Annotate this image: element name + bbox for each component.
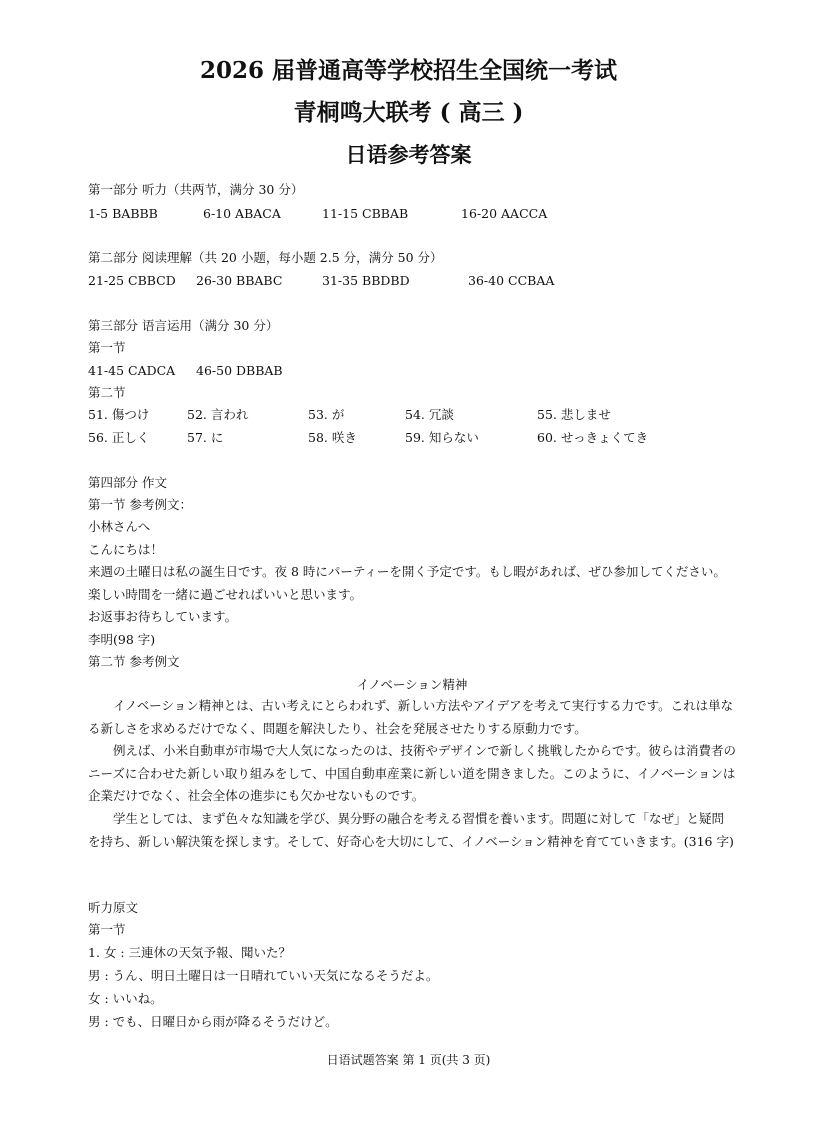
fill-answer: 54. 冗談 xyxy=(405,407,454,422)
section-label: 第一节 xyxy=(88,922,126,937)
essay-title: イノベーション精神 xyxy=(356,677,468,692)
essay-paragraph: 学生としては、まず色々な知識を学び、異分野の融合を考える習慣を養います。問題に対して「なぜ」と疑問を持ち、新しい解決策を探します。そして、好奇心を大切にして、イノベーション精神を育てていきます。(316 字) xyxy=(88,811,734,849)
fill-answer: 60. せっきょくてき xyxy=(537,430,649,445)
fill-answer: 56. 正しく xyxy=(88,430,150,445)
fill-answer: 59. 知らない xyxy=(405,430,479,445)
dialogue-line: 男 : うん、明日土曜日は一日晴れていい天気になるそうだよ。 xyxy=(88,968,439,983)
answer-group: 41-45 CADCA xyxy=(88,363,176,378)
part1-heading: 第一部分 听力（共两节，满分 30 分） xyxy=(88,182,304,197)
letter-greeting: こんにちは！ xyxy=(88,542,164,557)
answer-group: 1-5 BABBB xyxy=(88,206,158,221)
answer-key-title: 日语参考答案 xyxy=(345,142,472,167)
part2-heading: 第二部分 阅读理解（共 20 小题，每小题 2.5 分，满分 50 分） xyxy=(88,250,443,265)
answer-group: 46-50 DBBAB xyxy=(196,363,283,378)
fill-answer: 57. に xyxy=(187,430,224,445)
letter-signature: 李明(98 字) xyxy=(88,632,156,647)
fill-answer: 53. が xyxy=(308,407,345,422)
answer-group: 6-10 ABACA xyxy=(203,206,281,221)
answer-group: 11-15 CBBAB xyxy=(322,206,409,221)
answer-group: 21-25 CBBCD xyxy=(88,273,176,288)
answer-group: 16-20 AACCA xyxy=(461,206,548,221)
dialogue-line: 1. 女 : 三連休の天気予報、聞いた？ xyxy=(88,945,292,960)
fill-answer: 51. 傷つけ xyxy=(88,407,150,422)
dialogue-line: 女 : いいね。 xyxy=(88,991,163,1006)
part3-heading: 第三部分 语言运用（满分 30 分） xyxy=(88,318,279,333)
section-label: 第二节 xyxy=(88,385,126,400)
essay-paragraph: イノベーション精神とは、古い考えにとらわれず、新しい方法やアイデアを考えて実行する力です。これは単なる新しさを求めるだけでなく、問題を解決したり、社会を発展させたりする原動力です。 xyxy=(88,698,734,736)
letter-body: 来週の土曜日は私の誕生日です。夜 8 時にパーティーを開く予定です。もし暇があれば、ぜひ参加してください。楽しい時間を一緒に過ごせればいいと思います。 xyxy=(88,564,726,602)
answer-group: 31-35 BBDBD xyxy=(322,273,410,288)
section-label: 第二节 参考例文 xyxy=(88,654,180,669)
fill-answer: 55. 悲しませ xyxy=(537,407,611,422)
part4-heading: 第四部分 作文 xyxy=(88,475,167,490)
letter-closing: お返事お待ちしています。 xyxy=(88,609,238,624)
fill-answer: 58. 咲き xyxy=(308,430,357,445)
answer-group: 36-40 CCBAA xyxy=(468,273,555,288)
answer-group: 26-30 BBABC xyxy=(196,273,283,288)
section-label: 第一节 参考例文： xyxy=(88,497,192,512)
letter-salutation: 小林さんへ xyxy=(88,519,151,534)
page-footer: 日语试题答案 第 1 页(共 3 页) xyxy=(326,1053,491,1067)
dialogue-line: 男 : でも、日曜日から雨が降るそうだけど。 xyxy=(88,1014,338,1029)
exam-subtitle: 青桐鸣大联考 ( 高三 ) xyxy=(293,99,524,126)
exam-title: 2026 届普通高等学校招生全国统一考试 xyxy=(199,57,618,84)
fill-answer: 52. 言われ xyxy=(187,407,249,422)
listening-heading: 听力原文 xyxy=(88,900,139,915)
essay-paragraph: 例えば、小米自動車が市場で大人気になったのは、技術やデザインで新しく挑戦したからです。彼らは消費者のニーズに合わせた新しい取り組みをして、中国自動車産業に新しい道を開きました。このように、イノベーションは企業だけでなく、社会全体の進歩にも欠かせないものです。 xyxy=(88,743,737,804)
section-label: 第一节 xyxy=(88,340,126,355)
